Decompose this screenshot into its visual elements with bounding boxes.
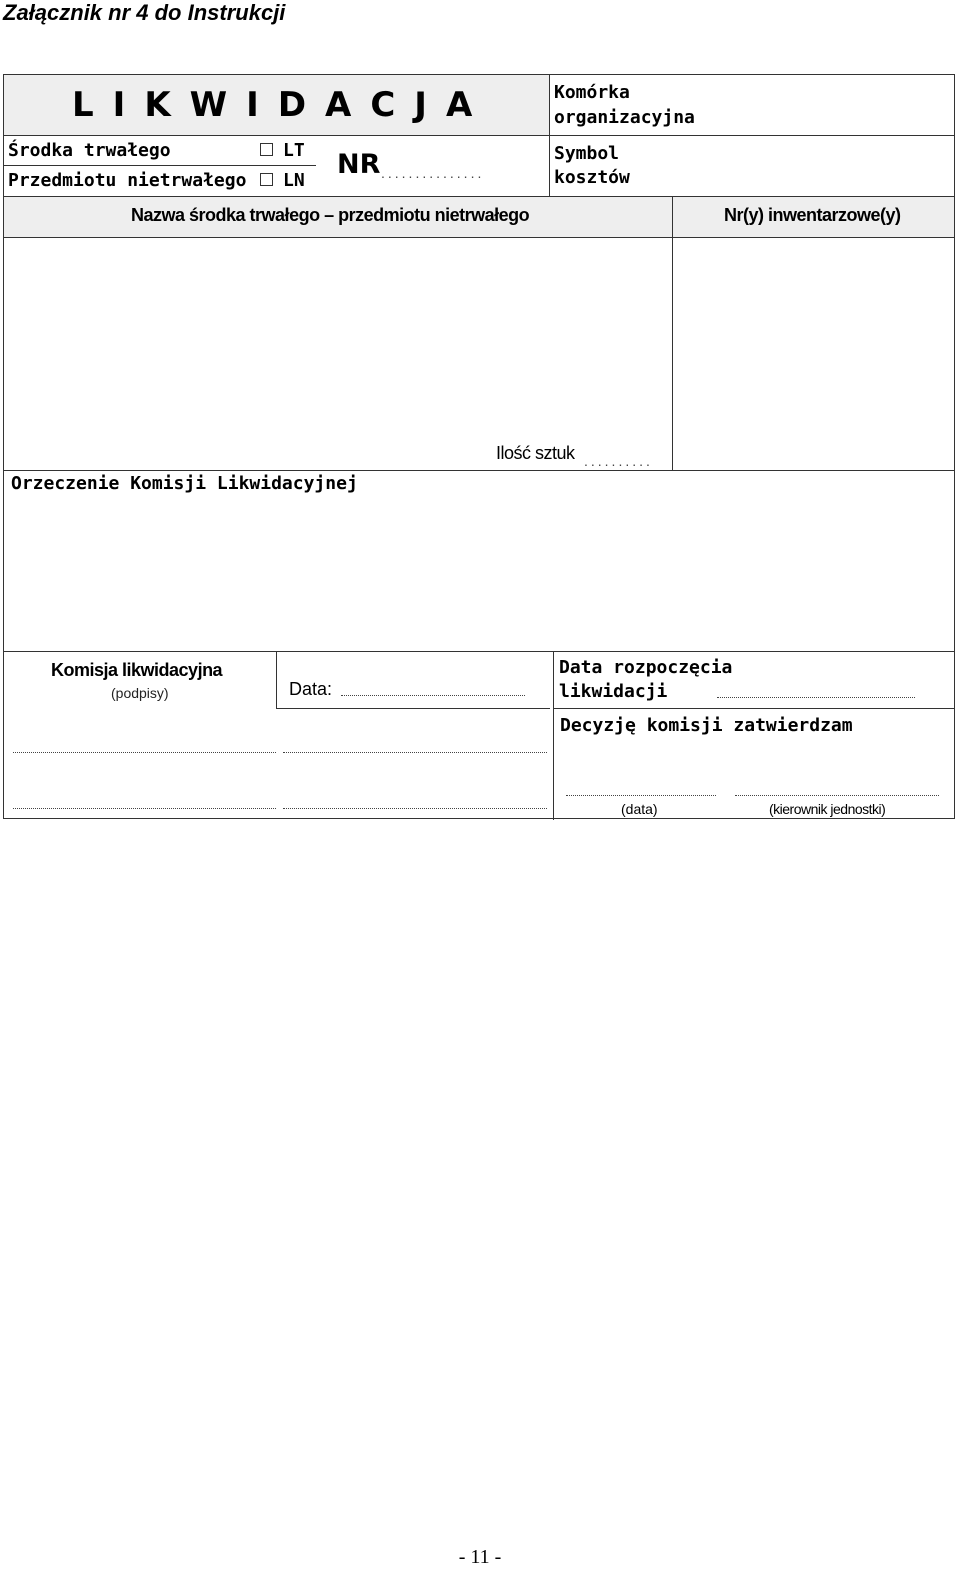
date-label: Data: xyxy=(289,679,333,699)
przedmiotu-nietrwalego-label: Przedmiotu nietrwałego xyxy=(8,170,247,191)
date-dotted-line xyxy=(341,695,525,696)
document-header-title: Załącznik nr 4 do Instrukcji xyxy=(3,0,286,25)
liquidation-start-label-line1: Data rozpoczęcia xyxy=(559,657,733,678)
ln-checkbox[interactable] xyxy=(260,173,273,186)
divider xyxy=(4,165,316,166)
approval-date-caption: (data) xyxy=(621,801,658,817)
divider xyxy=(549,75,550,196)
approval-signature-dotted-line xyxy=(735,795,939,796)
approval-date-dotted-line xyxy=(566,795,716,796)
signature-line xyxy=(283,752,547,753)
divider xyxy=(4,237,954,238)
signature-line xyxy=(13,808,276,809)
liquidation-start-label-line2: likwidacji xyxy=(559,681,668,702)
divider xyxy=(4,135,954,136)
divider xyxy=(276,651,277,708)
approval-manager-caption: (kierownik jednostki) xyxy=(769,801,886,817)
lt-checkbox[interactable] xyxy=(260,143,273,156)
liquidation-start-dotted-line xyxy=(717,697,915,698)
inventory-number-column-header: Nr(y) inwentarzowe(y) xyxy=(724,205,901,225)
divider xyxy=(4,470,954,471)
symbol-label-line1: Symbol xyxy=(554,143,620,164)
quantity-label: Ilość sztuk xyxy=(496,443,575,463)
page-number: - 11 - xyxy=(458,1546,502,1568)
commission-label: Komisja likwidacyjna xyxy=(51,660,223,680)
divider xyxy=(672,196,673,470)
signatures-caption: (podpisy) xyxy=(111,685,169,701)
lt-label: LT xyxy=(283,140,305,161)
asset-name-column-header: Nazwa środka trwałego – przedmiotu nietrwałego xyxy=(131,205,530,225)
divider xyxy=(553,708,954,709)
signature-line xyxy=(13,752,276,753)
nr-label: NR xyxy=(337,149,381,180)
signature-line xyxy=(283,808,547,809)
komorka-label-line2: organizacyjna xyxy=(554,107,695,128)
liquidation-form xyxy=(3,74,955,819)
quantity-dots: .......... xyxy=(584,453,653,469)
commission-ruling-label: Orzeczenie Komisji Likwidacyjnej xyxy=(11,473,358,494)
form-title: LIKWIDACJA xyxy=(72,85,492,125)
divider xyxy=(4,651,954,652)
komorka-label-line1: Komórka xyxy=(554,82,630,103)
divider xyxy=(4,196,954,197)
nr-dots: ............... xyxy=(381,165,485,181)
srodka-trwalego-label: Środka trwałego xyxy=(8,140,171,161)
divider xyxy=(276,708,550,709)
symbol-label-line2: kosztów xyxy=(554,167,630,188)
ln-label: LN xyxy=(283,170,305,191)
approval-label: Decyzję komisji zatwierdzam xyxy=(560,715,853,736)
divider xyxy=(553,651,554,820)
